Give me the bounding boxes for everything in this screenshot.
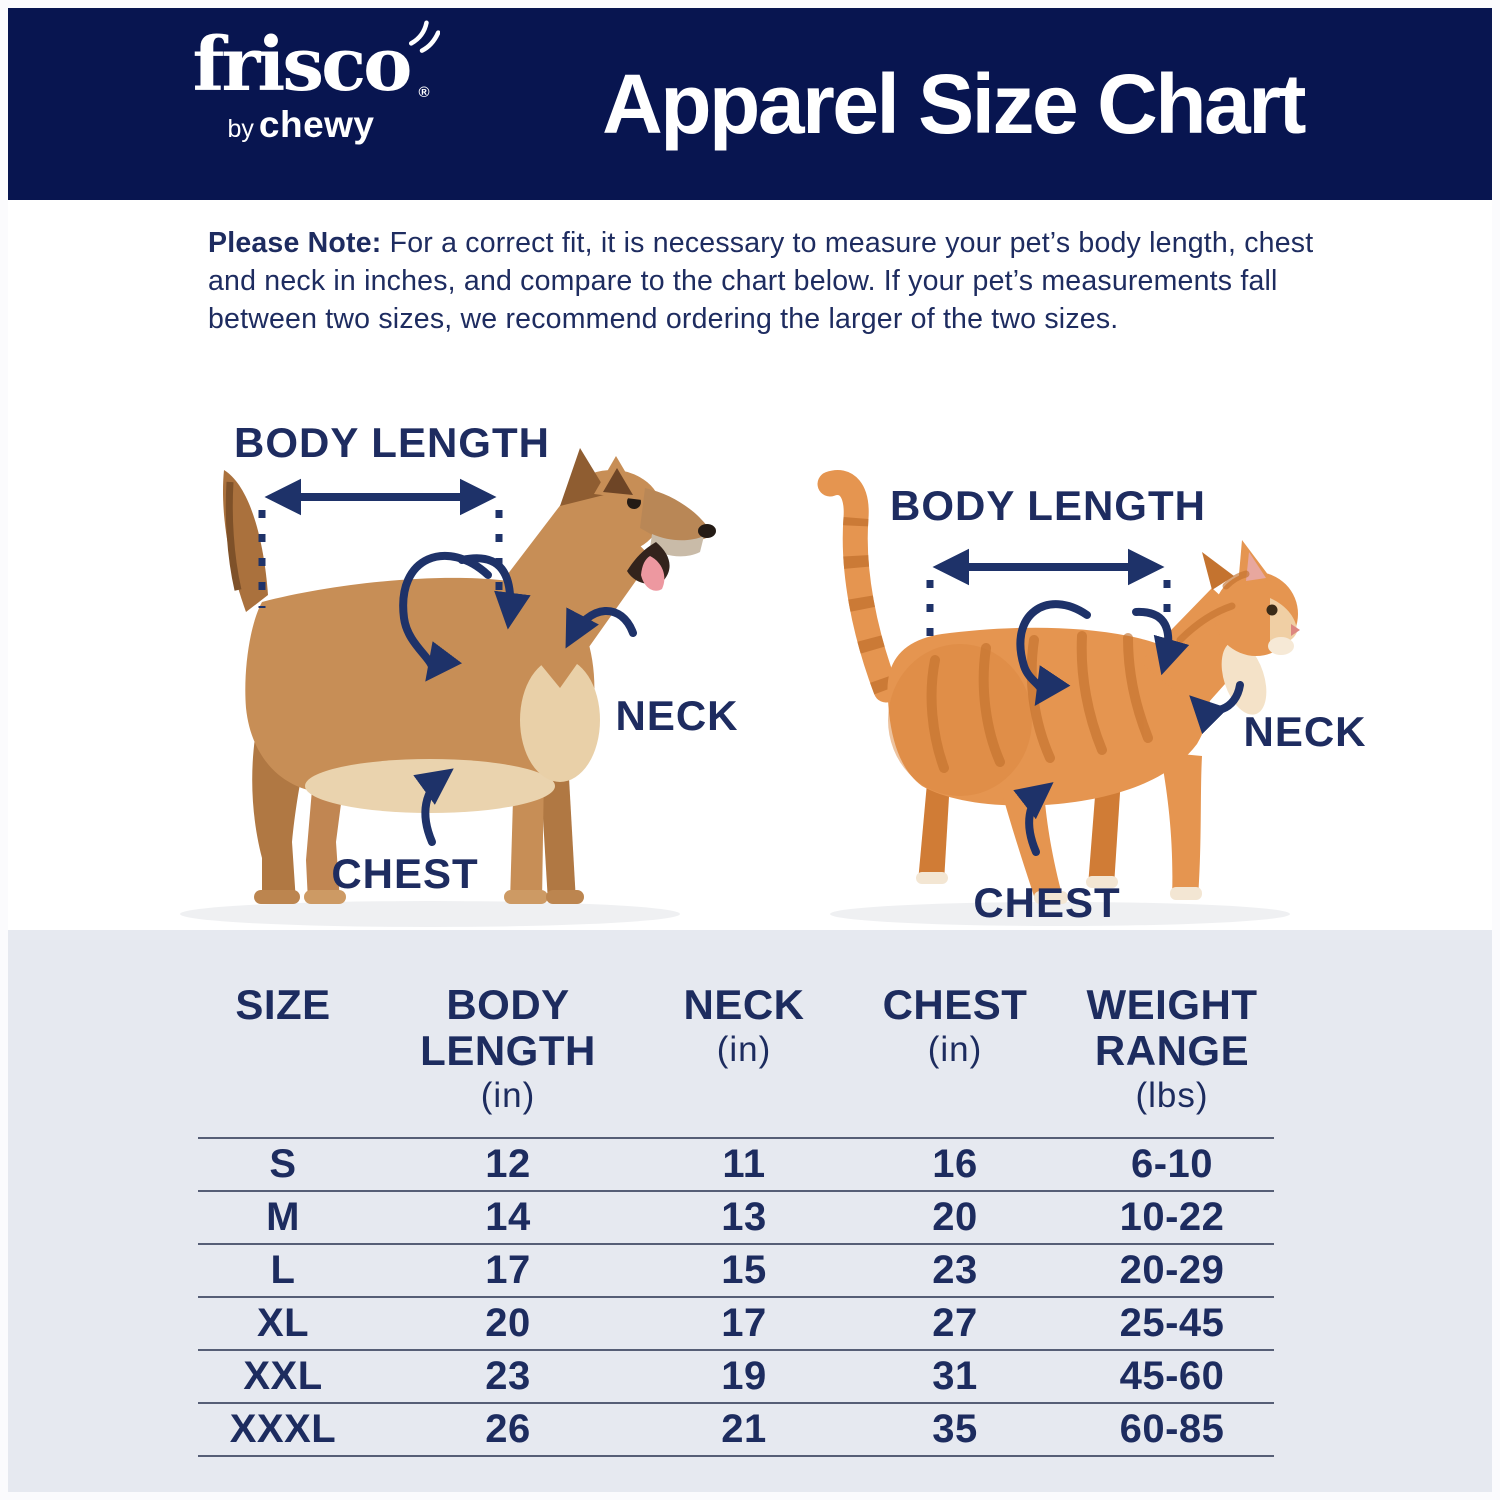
table-row-m: M 14 13 20 10-22 [198,1190,1274,1243]
dog-body-length-label: BODY LENGTH [234,419,550,466]
frisco-wordmark: frisco [192,22,410,108]
logo-subline [176,104,426,146]
cat-eye [1267,605,1278,616]
logo-by-text: by [227,115,254,143]
column-header-body-length: BODY LENGTH (in) [420,981,596,1115]
size-table [8,930,1492,1492]
dog-shadow [180,901,680,927]
table-row-xl: XL 20 17 27 25-45 [198,1296,1274,1349]
registered-mark: ® [418,84,430,101]
column-header-neck: NECK (in) [683,981,805,1069]
note-text [208,224,1328,338]
size-table-header [198,982,1274,1118]
measurement-diagrams [0,390,1500,930]
table-row-l: L 17 15 23 20-29 [198,1243,1274,1296]
cat-chest-label: CHEST [973,879,1121,926]
column-header-size: SIZE [235,981,331,1028]
page-title: Apparel Size Chart [602,57,1304,151]
cat-body-length-label: BODY LENGTH [890,482,1206,529]
frisco-logo [176,22,430,146]
table-row-s: S 12 11 16 6-10 [198,1137,1274,1190]
dog-nose [698,524,716,538]
dog-chest-label: CHEST [331,850,479,897]
cat-neck-label: NECK [1243,708,1367,755]
cat-tail [830,482,886,690]
whisker-icon [404,20,440,56]
chewy-wordmark: chewy [258,104,375,145]
note-body: For a correct fit, it is necessary to measure your pet’s body length, chest and neck in inches, and compare to the chart below. If your pet’s measurements fall between two sizes, we recommend ordering the larger of the two sizes. [208,227,1314,335]
dog-neck-label: NECK [615,692,739,739]
table-row-xxxl: XXXL 26 21 35 60-85 [198,1402,1274,1455]
size-table-body [198,1137,1274,1457]
dog-muzzle [640,488,709,542]
header [8,8,1492,200]
table-row-xxl: XXL 23 19 31 45-60 [198,1349,1274,1402]
column-header-weight-range: WEIGHT RANGE (lbs) [1086,981,1258,1115]
note-label: Please Note: [208,227,382,259]
column-header-chest: CHEST (in) [882,981,1028,1069]
